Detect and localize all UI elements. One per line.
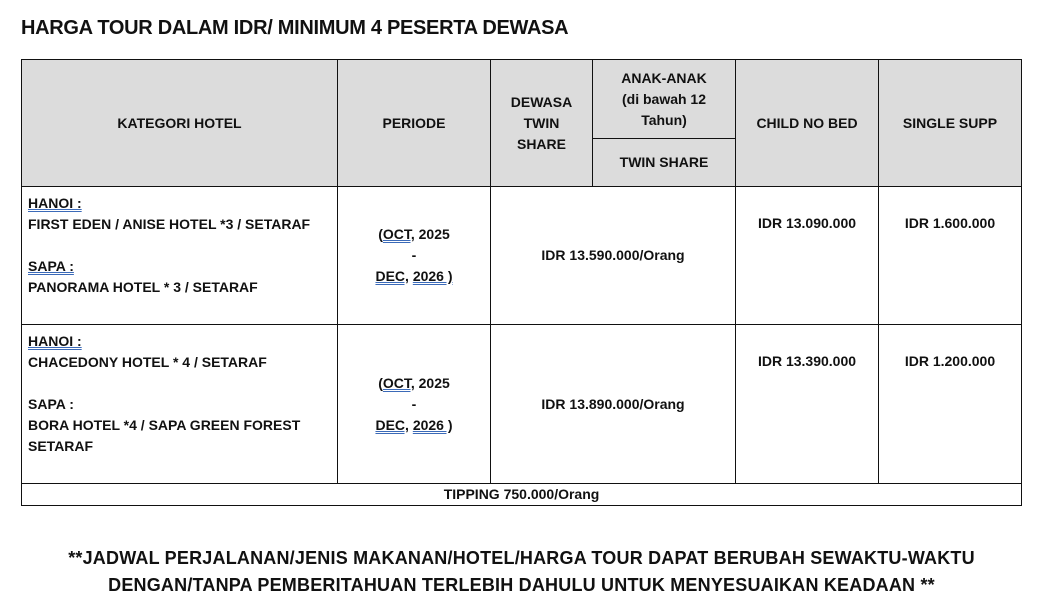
city-label: SAPA : [28, 396, 74, 412]
period-start-month: OCT, [382, 374, 415, 391]
period-start-year: 2025 [414, 374, 450, 391]
period-start-month: OCT, [382, 226, 415, 242]
hotel-name: CHACEDONY HOTEL * 4 / SETARAF [28, 354, 267, 370]
hotel-category-cell [22, 187, 338, 325]
page-title: HARGA TOUR DALAM IDR/ MINIMUM 4 PESERTA DEWASA [21, 17, 569, 39]
header-anak-anak [593, 60, 736, 139]
period-paren: ( [378, 374, 383, 391]
header-dewasa-line2: TWIN [523, 114, 560, 131]
header-dewasa-line1: DEWASA [510, 93, 573, 110]
header-anak-line2: (di bawah 12 [621, 90, 707, 107]
period-paren: ( [378, 226, 383, 242]
twin-share-price: IDR 13.890.000/Orang [491, 325, 736, 484]
city-label: HANOI : [28, 333, 82, 349]
period-dash: - [411, 395, 417, 412]
tipping-row [22, 484, 1022, 506]
table-row [22, 187, 1022, 325]
header-anak-line1: ANAK-ANAK [621, 69, 707, 86]
single-supp-price: IDR 1.200.000 [879, 325, 1022, 484]
period-end-year: 2026 ) [412, 416, 453, 433]
period-end-month: DEC, [375, 416, 409, 433]
period-end-month: DEC, [375, 268, 409, 284]
period-cell [338, 187, 491, 325]
child-no-bed-price: IDR 13.090.000 [736, 187, 879, 325]
header-anak-line3: Tahun) [641, 111, 687, 128]
city-label: HANOI : [28, 195, 82, 211]
city-label: SAPA : [28, 258, 74, 274]
tipping-cell: TIPPING 750.000/Orang [22, 484, 1022, 506]
period-cell [338, 325, 491, 484]
twin-share-price: IDR 13.590.000/Orang [491, 187, 736, 325]
disclaimer-line2: DENGAN/TANPA PEMBERITAHUAN TERLEBIH DAHULU UNTUK MENYESUAIKAN KEADAAN ** [108, 575, 935, 595]
header-kategori-hotel: KATEGORI HOTEL [22, 60, 338, 187]
hotel-name: FIRST EDEN / ANISE HOTEL *3 / SETARAF [28, 216, 311, 232]
hotel-name: PANORAMA HOTEL * 3 / SETARAF [28, 279, 258, 295]
period-dash: - [411, 247, 417, 263]
header-single-supp: SINGLE SUPP [879, 60, 1022, 187]
period-end-year: 2026 ) [412, 268, 453, 284]
header-periode: PERIODE [338, 60, 491, 187]
disclaimer-line1: **JADWAL PERJALANAN/JENIS MAKANAN/HOTEL/HARGA TOUR DAPAT BERUBAH SEWAKTU-WAKTU [68, 548, 975, 568]
header-dewasa-line3: SHARE [516, 135, 566, 152]
disclaimer-note [0, 545, 1043, 599]
header-child-no-bed: CHILD NO BED [736, 60, 879, 187]
price-table [21, 59, 1022, 506]
single-supp-price: IDR 1.600.000 [879, 187, 1022, 325]
hotel-name: BORA HOTEL *4 / SAPA GREEN FOREST [28, 417, 301, 433]
header-anak-twin-share: TWIN SHARE [593, 139, 736, 187]
hotel-category-cell [22, 325, 338, 484]
child-no-bed-price: IDR 13.390.000 [736, 325, 879, 484]
header-dewasa-twin-share [491, 60, 593, 187]
table-row [22, 325, 1022, 484]
period-start-year: 2025 [414, 226, 450, 242]
hotel-name-cont: SETARAF [28, 438, 94, 454]
